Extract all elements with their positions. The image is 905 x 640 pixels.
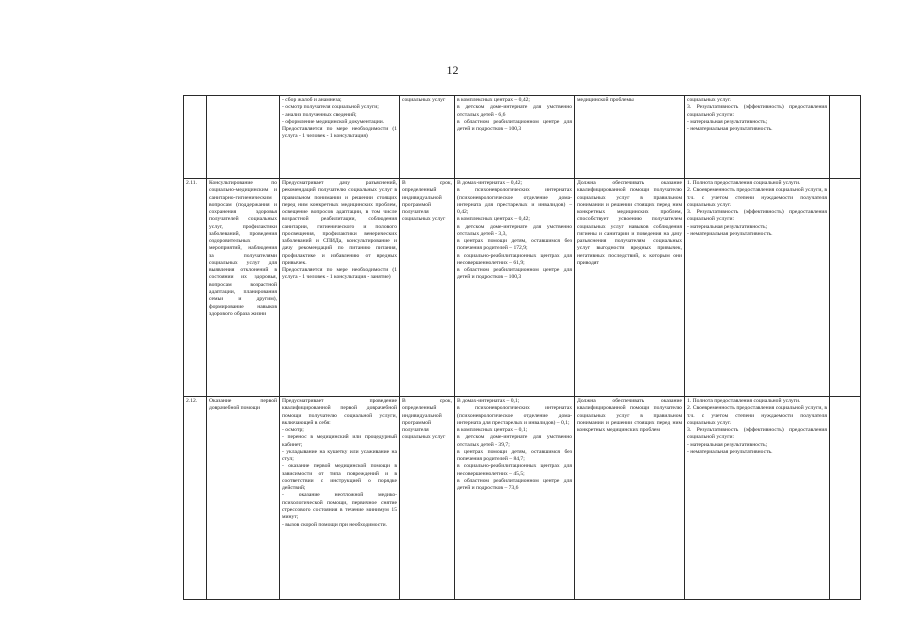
cell-line: - нематериальная результативность. (687, 126, 773, 133)
cell-line: 3. Результативность (эффективность) предоставления социальной услуги: (687, 104, 827, 118)
cell-line: Предусматривает проведение квалифицированной первой доврачебной помощи получателю социальной услуги, включающей в себя: (282, 398, 397, 426)
service-cost-cell (455, 96, 575, 179)
cell-line: - нематериальная результативность. (687, 448, 773, 455)
cell-line: В срок, определенный индивидуальной программой получателя социальных услуг (402, 398, 452, 441)
row-number-cell: 2.11. (184, 179, 207, 397)
note-cell (830, 397, 861, 600)
table-row (184, 96, 861, 179)
service-conditions-cell (575, 179, 685, 397)
cell-line: - анализ полученных сведений; (282, 111, 357, 118)
service-term-cell (400, 397, 455, 600)
cell-line: Должна обеспечивать оказание квалифицированной помощи получателю социальных услуг в правильном понимании и решении стоящих перед ним конкретных медицинских проблем, способствует усвоению получателем социальных услуг навыков соблюдения гигиены и санитарии и поведения на дачу разъяснения получателям социальных услуг выгодности вредных привычек, негативных последствий, к которым они приводят (577, 180, 682, 266)
cell-line: медицинской проблемы (577, 97, 634, 103)
cell-line: Консультирование по социально-медицинским и санитарно-гигиеническим вопросам (поддержания и сохранения здоровья получателей социальных услуг, профилактики заболеваний, проведения оздоровительных мероприятий, наблюдения за получателями социальных услуг для выявления отклонений в состоянии их здоровья, вопросам возрастной адаптации, планирования семьи и другим), формирование навыков здорового образа жизни (209, 180, 277, 317)
cell-line: Предоставляется по мере необходимости (1 услуга - 1 человек - 1 консультация - занятие) (282, 267, 397, 281)
service-description-cell (280, 96, 400, 179)
service-criteria-cell (685, 179, 830, 397)
cell-line: В домах-интернатах – 0,1; (457, 398, 520, 404)
cell-line: - оказание неотложной медико-психологической помощи, первичное снятие стрессового состояния в течение минимум 15 минут; (282, 492, 397, 521)
cell-line: в комплексных центрах – 0,1; (457, 427, 528, 434)
services-table (183, 95, 861, 600)
cell-line: - оформление медицинской документации. (282, 118, 385, 125)
cell-line: 3. Результативность (эффективность) предоставления социальной услуги: (687, 427, 827, 441)
cell-line: - материальная результативность; (687, 223, 768, 230)
service-term-cell (400, 96, 455, 179)
cell-line: - оказание первой медицинской помощи в зависимости от типа повреждений и в соответствии с инструкцией о порядке действий; (282, 463, 397, 492)
cell-line: в психоневрологических интернатах (психоневрологическое отделение дома-интерната для престарелых и инвалидов) – 0,42; (457, 187, 572, 216)
cell-line: Предоставляется по мере необходимости (1 услуга - 1 человек - 1 консультация) (282, 126, 397, 140)
service-cost-cell (455, 397, 575, 600)
cell-line: 3. Результативность (эффективность) предоставления социальной услуги: (687, 209, 827, 223)
cell-line: социальных услуг. (687, 97, 732, 103)
cell-line: - вызов скорой помощи при необходимости. (282, 521, 388, 528)
service-cost-cell (455, 179, 575, 397)
cell-line: - материальная результативность; (687, 441, 768, 448)
service-term-cell (400, 179, 455, 397)
cell-line: в социально-реабилитационных центрах для несовершеннолетних – 45,5; (457, 463, 572, 477)
service-name-cell (207, 397, 280, 600)
service-criteria-cell (685, 96, 830, 179)
cell-line: - укладывание на кушетку или усаживание на стул; (282, 448, 397, 463)
row-number-cell (184, 96, 207, 179)
cell-line: в центрах помощи детям, оставшимся без попечения родителей – 172,9; (457, 238, 572, 252)
cell-line: социальных услуг (402, 97, 446, 103)
cell-line: 1. Полнота предоставления социальной услуги. (687, 180, 801, 186)
service-conditions-cell (575, 96, 685, 179)
cell-line: - сбор жалоб и анамнеза; (282, 97, 342, 103)
cell-line: в комплексных центрах – 0,42; (457, 97, 530, 103)
table-row (184, 179, 861, 397)
cell-line: в областном реабилитационном центре для детей и подростков – 73,6 (457, 477, 572, 492)
cell-line: в психоневрологических интернатах (психоневрологическое отделение дома-интерната для престарелых и инвалидов) – 0,1; (457, 405, 572, 426)
cell-line: в областном реабилитационном центре для детей и подростков – 100,3 (457, 267, 572, 281)
cell-line: Оказание первой доврачебной помощи (209, 398, 277, 412)
cell-line: В срок, определенный индивидуальной программой получателя социальных услуг (402, 180, 452, 223)
cell-line: В домах-интернатах – 0,42; (457, 180, 523, 186)
table-row (184, 397, 861, 600)
cell-line: - нематериальная результативность. (687, 230, 773, 237)
cell-line: в социально-реабилитационных центрах для несовершеннолетних – 61,9; (457, 252, 572, 266)
cell-line: Должна обеспечивать оказание квалифицированной помощи получателю социальных услуг в правильном понимании и решении стоящих перед ним конкретных медицинских проблем (577, 398, 682, 434)
cell-line: 1. Полнота предоставления социальной услуги. (687, 398, 801, 404)
cell-line: в детском доме-интернате для умственно отсталых детей - 39,7; (457, 434, 572, 448)
cell-line: 2. Своевременность предоставления социальной услуги, в т.ч. с учетом степени нуждаемости получателя социальных услуг. (687, 187, 827, 208)
page-number: 12 (446, 63, 459, 77)
cell-line: - осмотр; (282, 427, 304, 434)
service-name-cell (207, 179, 280, 397)
cell-line: в детском доме-интернате для умственно отсталых детей - 6,6 (457, 104, 572, 118)
service-conditions-cell (575, 397, 685, 600)
note-cell (830, 96, 861, 179)
cell-line: в областном реабилитационном центре для детей и подростков – 100,3 (457, 118, 572, 133)
service-name-cell (207, 96, 280, 179)
cell-line: в детском доме-интернате для умственно отсталых детей - 3,3, (457, 223, 572, 237)
row-number-cell: 2.12. (184, 397, 207, 600)
cell-line: - перенос в медицинский или процедурный кабинет; (282, 434, 397, 448)
service-criteria-cell (685, 397, 830, 600)
cell-line: Предусматривает дачу разъяснений, рекомендаций получателю социальных услуг в правильном понимании и решении стоящих перед ним конкретных медицинских проблем, освещение вопросов адаптации, в том числе возрастной реабилитации, соблюдения санитарии, гигиенического и полового просвещения, профилактики венерических заболеваний и СПИДа, консультирование и дачу рекомендаций по питанию питания, профилактике и избавлению от вредных привычек. (282, 180, 397, 266)
cell-line: 2. Своевременность предоставления социальной услуги, в т.ч. с учетом степени нуждаемости получателя социальных услуг. (687, 405, 827, 426)
cell-line: в центрах помощи детям, оставшимся без попечения родителей – 84,7; (457, 448, 572, 463)
cell-line: - осмотр получателя социальной услуги; (282, 104, 379, 111)
cell-line: - материальная результативность; (687, 118, 768, 125)
service-description-cell (280, 179, 400, 397)
service-description-cell (280, 397, 400, 600)
cell-line: в комплексных центрах – 0,42; (457, 216, 530, 223)
note-cell (830, 179, 861, 397)
